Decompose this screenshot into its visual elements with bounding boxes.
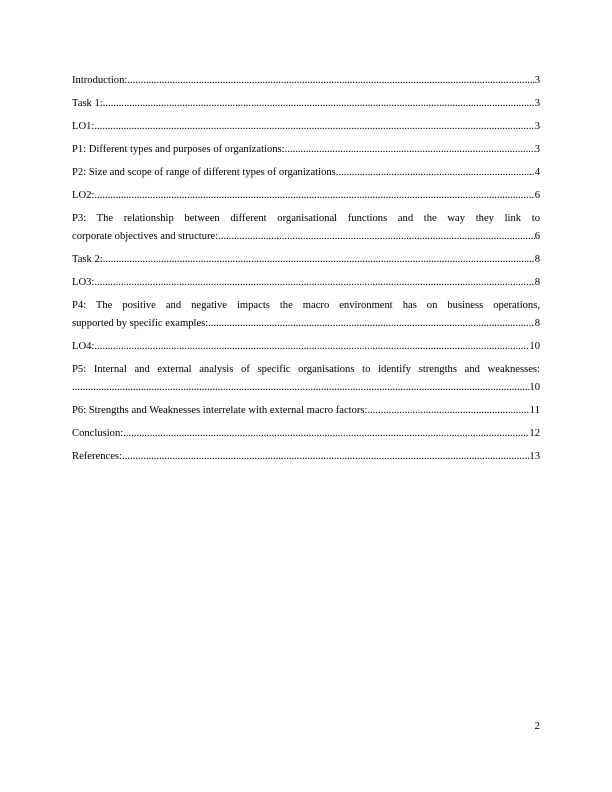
toc-entry-page: 12 [529,428,540,439]
toc-leader-dots [367,402,529,420]
toc-entry-lo1[interactable] [72,118,540,136]
toc-entry-page: 6 [534,231,540,242]
toc-leader-dots [72,379,529,397]
toc-leader-dots [336,164,535,182]
toc-entry-page: 10 [529,341,540,352]
toc-entry-title: LO1: [72,121,95,132]
toc-entry-p4[interactable] [72,297,540,333]
toc-leader-dots [94,274,534,292]
toc-entry-title: References: [72,451,122,462]
table-of-contents [72,72,540,471]
toc-entry-title: Task 1: [72,98,103,109]
toc-entry-page: 3 [534,144,540,155]
toc-entry-title: P2: Size and scope of range of different types of organizations [72,167,336,178]
toc-entry-title: LO3: [72,277,95,288]
toc-leader-dots [103,251,535,269]
toc-entry-conclusion[interactable] [72,425,540,443]
toc-entry-page: 3 [534,75,540,86]
toc-entry-lo2[interactable] [72,187,540,205]
toc-entry-p5[interactable] [72,361,540,397]
toc-leader-dots [123,425,529,443]
toc-entry-title: Task 2: [72,254,103,265]
toc-entry-p1[interactable] [72,141,540,159]
toc-entry-page: 8 [534,254,540,265]
toc-entry-references[interactable] [72,448,540,466]
toc-entry-title-line-2: supported by specific examples: [72,318,209,329]
toc-entry-title: P1: Different types and purposes of organizations: [72,144,285,155]
toc-entry-page: 4 [534,167,540,178]
toc-leader-dots [94,338,529,356]
toc-entry-title: P6: Strengths and Weaknesses interrelate with external macro factors: [72,405,368,416]
toc-leader-dots [285,141,535,159]
toc-leader-dots [94,187,534,205]
toc-entry-title-line-1: P5: Internal and external analysis of specific organisations to identify strengths and weaknesses: [72,364,540,375]
toc-entry-title-line-2: corporate objectives and structure: [72,231,219,242]
toc-leader-dots [127,72,534,90]
toc-entry-page: 10 [529,382,540,393]
toc-entry-title: Introduction: [72,75,128,86]
toc-entry-page: 6 [534,190,540,201]
toc-entry-task-1[interactable] [72,95,540,113]
toc-entry-p2[interactable] [72,164,540,182]
toc-entry-title: LO2: [72,190,95,201]
toc-leader-dots [208,315,534,333]
toc-entry-page: 13 [529,451,540,462]
toc-entry-title: LO4: [72,341,95,352]
toc-entry-introduction[interactable] [72,72,540,90]
toc-entry-lo4[interactable] [72,338,540,356]
toc-entry-page: 3 [534,121,540,132]
page-number: 2 [534,720,540,732]
toc-leader-dots [94,118,534,136]
toc-entry-title-line-1: P3: The relationship between different organisational functions and the way they link to [72,213,540,224]
toc-entry-task-2[interactable] [72,251,540,269]
toc-entry-p6[interactable] [72,402,540,420]
toc-entry-title-line-1: P4: The positive and negative impacts the macro environment has on business operations, [72,300,540,311]
toc-entry-title: Conclusion: [72,428,124,439]
toc-leader-dots [103,95,535,113]
toc-entry-page: 3 [534,98,540,109]
toc-entry-page: 11 [529,405,540,416]
toc-entry-page: 8 [534,318,540,329]
toc-entry-p3[interactable] [72,210,540,246]
toc-entry-lo3[interactable] [72,274,540,292]
toc-entry-page: 8 [534,277,540,288]
toc-leader-dots [218,228,535,246]
toc-leader-dots [122,448,529,466]
